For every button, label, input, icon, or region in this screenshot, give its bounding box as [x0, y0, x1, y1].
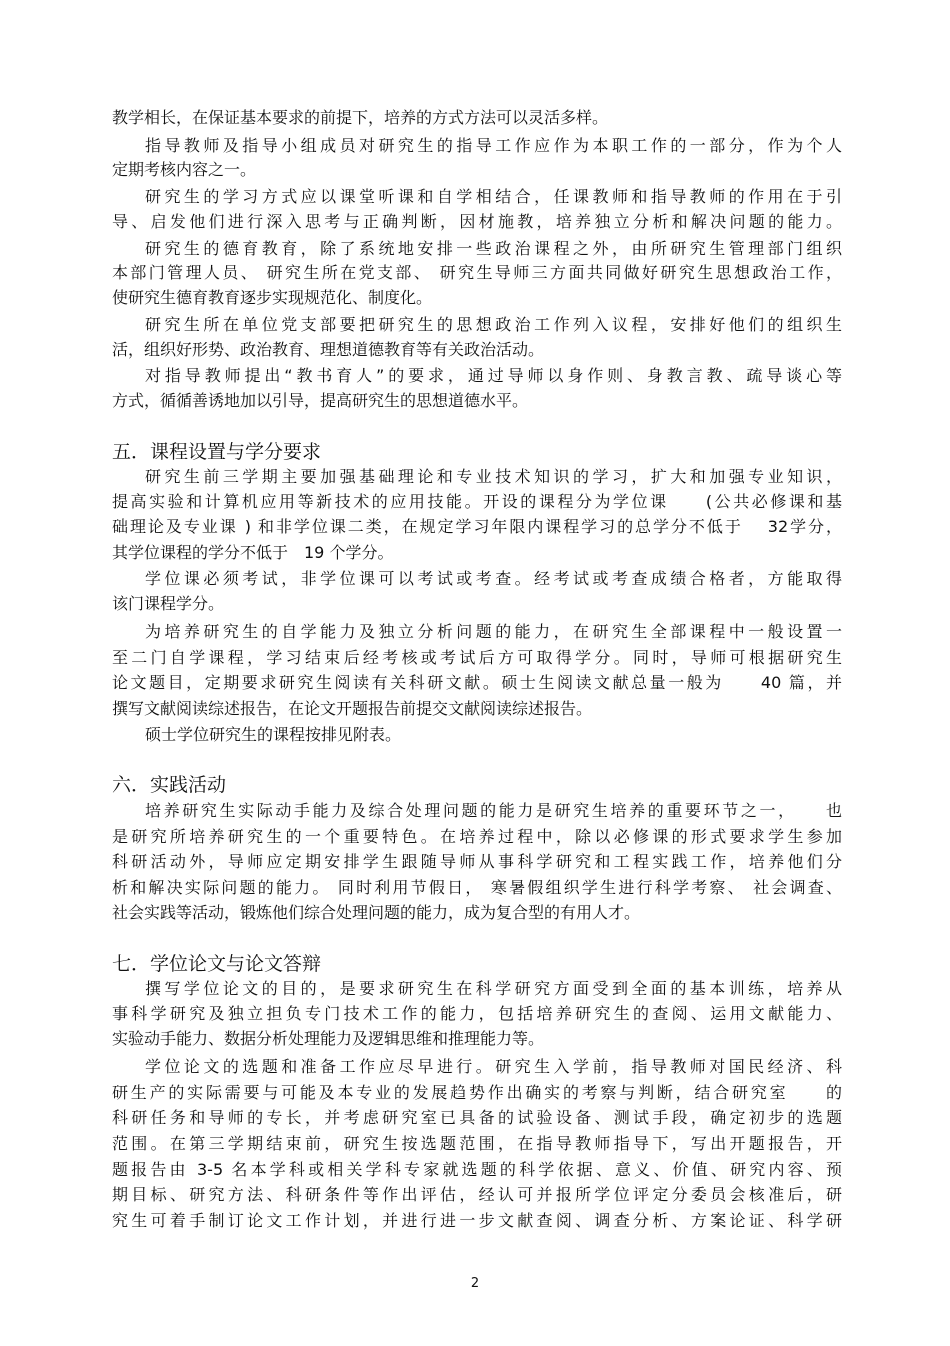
text-line: 题报告由 3-5 名本学科或相关学科专家就选题的科学依据、意义、价值、研究内容、预 [112, 1160, 842, 1179]
text-line: 实验动手能力、数据分析处理能力及逻辑思维和推理能力等。 [112, 1029, 545, 1048]
text-line: 撰写文献阅读综述报告，在论文开题报告前提交文献阅读综述报告。 [112, 699, 593, 718]
text-line: 研生产的实际需要与可能及本专业的发展趋势作出确实的考察与判断，结合研究室 的 [112, 1083, 842, 1102]
text-line: 至二门自学课程，学习结束后经考核或考试后方可取得学分。同时，导师可根据研究生 [112, 648, 842, 667]
text-line: 方式，循循善诱地加以引导，提高研究生的思想道德水平。 [112, 391, 529, 410]
text-line: 论文题目，定期要求研究生阅读有关科研文献。硕士生阅读文献总量一般为 40 篇，并 [112, 673, 842, 692]
paragraph-first-line: 研究生前三学期主要加强基础理论和专业技术知识的学习，扩大和加强专业知识， [145, 467, 842, 486]
page-number: 2 [470, 1276, 480, 1291]
text-line: 提高实验和计算机应用等新技术的应用技能。开设的课程分为学位课 (公共必修课和基 [112, 492, 842, 511]
paragraph-first-line: 学位课必须考试，非学位课可以考试或考查。经考试或考查成绩合格者，方能取得 [145, 569, 842, 588]
text-line: 该门课程学分。 [112, 594, 225, 613]
paragraph-first-line: 研究生所在单位党支部要把研究生的思想政治工作列入议程，安排好他们的组织生 [145, 315, 842, 334]
paragraph-first-line: 对指导教师提出“教书育人”的要求，通过导师以身作则、身教言教、疏导谈心等 [145, 366, 842, 385]
text-line: 析和解决实际问题的能力。 同时利用节假日， 寒暑假组织学生进行科学考察、 社会调查、 [112, 878, 842, 897]
text-line: 使研究生德育教育逐步实现规范化、制度化。 [112, 288, 433, 307]
text-line: 社会实践等活动，锻炼他们综合处理问题的能力，成为复合型的有用人才。 [112, 903, 641, 922]
text-line: 究生可着手制订论文工作计划，并进行进一步文献查阅、调查分析、方案论证、科学研 [112, 1211, 842, 1230]
text-line: 教学相长，在保证基本要求的前提下，培养的方式方法可以灵活多样。 [112, 108, 609, 127]
paragraph-first-line: 研究生的德育教育，除了系统地安排一些政治课程之外，由所研究生管理部门组织 [145, 239, 842, 258]
text-line: 导、启发他们进行深入思考与正确判断，因材施教，培养独立分析和解决问题的能力。 [112, 212, 842, 231]
text-line: 期目标、研究方法、科研条件等作出评估，经认可并报所学位评定分委员会核准后，研 [112, 1185, 842, 1204]
text-line: 范围。在第三学期结束前，研究生按选题范围，在指导教师指导下，写出开题报告，开 [112, 1134, 842, 1153]
paragraph-first-line: 研究生的学习方式应以课堂听课和自学相结合，任课教师和指导教师的作用在于引 [145, 187, 842, 206]
text-line: 定期考核内容之一。 [112, 160, 257, 179]
paragraph-first-line: 学位论文的选题和准备工作应尽早进行。研究生入学前，指导教师对国民经济、科 [145, 1057, 842, 1076]
text-line: 活，组织好形势、政治教育、理想道德教育等有关政治活动。 [112, 340, 545, 359]
section-heading: 七．学位论文与论文答辩 [112, 953, 322, 975]
paragraph-first-line: 培养研究生实际动手能力及综合处理问题的能力是研究生培养的重要环节之一， 也 [145, 801, 842, 820]
text-line: 其学位课程的学分不低于 19 个学分。 [112, 543, 394, 562]
paragraph-first-line: 硕士学位研究生的课程按排见附表。 [145, 725, 402, 744]
paragraph-first-line: 指导教师及指导小组成员对研究生的指导工作应作为本职工作的一部分，作为个人 [145, 136, 842, 155]
text-line: 事科学研究及独立担负专门技术工作的能力，包括培养研究生的查阅、运用文献能力、 [112, 1004, 842, 1023]
text-line: 是研究所培养研究生的一个重要特色。在培养过程中，除以必修课的形式要求学生参加 [112, 827, 842, 846]
paragraph-first-line: 撰写学位论文的目的，是要求研究生在科学研究方面受到全面的基本训练，培养从 [145, 979, 842, 998]
section-heading: 五．课程设置与学分要求 [112, 441, 322, 463]
text-line: 科研活动外，导师应定期安排学生跟随导师从事科学研究和工程实践工作，培养他们分 [112, 852, 842, 871]
text-line: 础理论及专业课 ) 和非学位课二类，在规定学习年限内课程学习的总学分不低于 32学分， [112, 517, 842, 536]
text-line: 本部门管理人员、 研究生所在党支部、 研究生导师三方面共同做好研究生思想政治工作， [112, 263, 842, 282]
text-line: 科研任务和导师的专长，并考虑研究室已具备的试验设备、测试手段，确定初步的选题 [112, 1108, 842, 1127]
section-heading: 六．实践活动 [112, 774, 227, 796]
paragraph-first-line: 为培养研究生的自学能力及独立分析问题的能力，在研究生全部课程中一般设置一 [145, 622, 842, 641]
